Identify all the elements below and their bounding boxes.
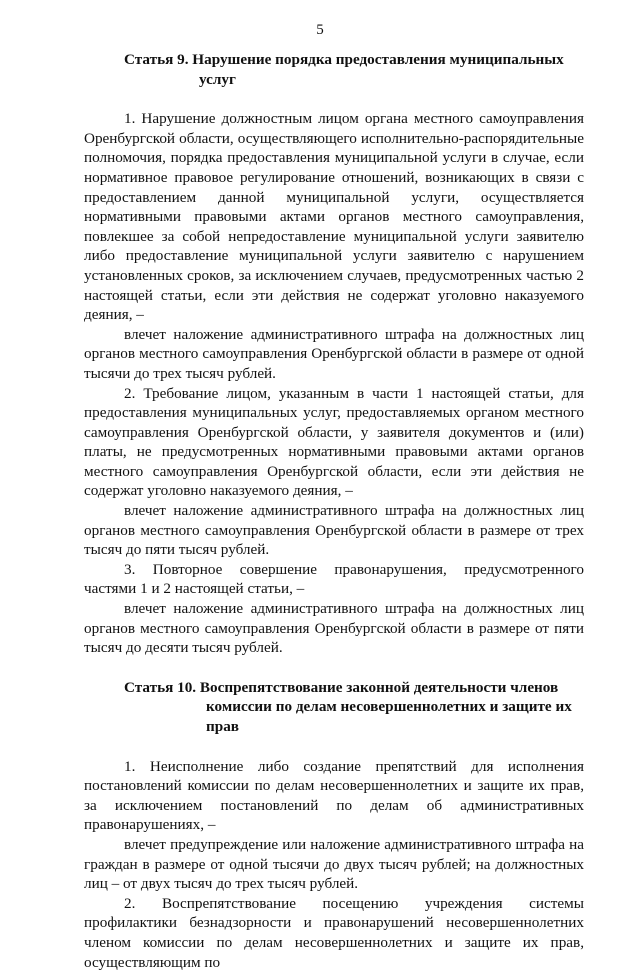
article-9-paragraph-2: влечет наложение административного штрафа на должностных лиц органов местного самоуправления Оренбургской области в размере от одной тысячи до трех тысяч рублей. xyxy=(84,325,584,382)
article-10-title-line-2: комиссии по делам несовершеннолетних и защите их xyxy=(206,698,572,716)
article-10-paragraph-1: 1. Неисполнение либо создание препятствий для исполнения постановлений комиссии по делам несовершеннолетних и защите их прав, за исключением постановлений по делам об административных правонарушениях, – xyxy=(84,757,584,834)
article-9-paragraph-1: 1. Нарушение должностным лицом органа местного самоуправления Оренбургской области, осуществляющего исполнительно-распорядительные полномочия, порядка предоставления муниципальной услуги в случае, если нормативное правовое регулирование отношений, возникающих в связи с предоставлением данной муниципальной услуги, осуществляется нормативными правовыми актами органов местного самоуправления, повлекшее за собой непредоставление муниципальной услуги заявителю либо предоставление муниципальной услуги заявителю с нарушением установленных сроков, за исключением случаев, предусмотренных частью 2 настоящей статьи, если эти действия не содержат уголовно наказуемого деяния, – xyxy=(84,110,584,324)
article-9-title-line-2: услуг xyxy=(199,70,236,88)
spacer xyxy=(84,658,584,678)
article-10-paragraph-2: влечет предупреждение или наложение административного штрафа на граждан в размере от одной тысячи до двух тысяч рублей; на должностных лиц – от двух тысяч до трех тысяч рублей. xyxy=(84,835,584,893)
article-9-paragraph-6: влечет наложение административного штрафа на должностных лиц органов местного самоуправления Оренбургской области в размере от пяти тысяч до десяти тысяч рублей. xyxy=(84,600,584,657)
article-10-title xyxy=(84,678,584,737)
spacer xyxy=(84,737,584,757)
article-10-title-line-3: прав xyxy=(206,718,239,735)
page-number: 5 xyxy=(316,22,324,38)
article-9-paragraph-4: влечет наложение административного штрафа на должностных лиц органов местного самоуправления Оренбургской области в размере от трех тысяч до пяти тысяч рублей. xyxy=(84,502,584,559)
article-9-paragraph-5: 3. Повторное совершение правонарушения, предусмотренного частями 1 и 2 настоящей статьи, – xyxy=(84,560,584,598)
document-body xyxy=(84,50,584,972)
article-10-title-line-1: Статья 10. Воспрепятствование законной деятельности членов xyxy=(124,678,559,696)
article-10-paragraph-3: 2. Воспрепятствование посещению учреждения системы профилактики безнадзорности и правонарушений несовершеннолетних членом комиссии по делам несовершеннолетних и защите их прав, осуществляющим по xyxy=(84,894,584,971)
article-9-title xyxy=(84,50,584,89)
article-9-paragraph-3: 2. Требование лицом, указанным в части 1 настоящей статьи, для предоставления муниципальных услуг, предоставляемых органом местного самоуправления Оренбургской области, у заявителя документов и (или) платы, не предусмотренных нормативными правовыми актами органов местного самоуправления Оренбургской области, если эти действия не содержат уголовно наказуемого деяния, – xyxy=(84,384,584,500)
article-9-title-line-1: Статья 9. Нарушение порядка предоставления муниципальных xyxy=(124,51,564,68)
spacer xyxy=(84,89,584,109)
